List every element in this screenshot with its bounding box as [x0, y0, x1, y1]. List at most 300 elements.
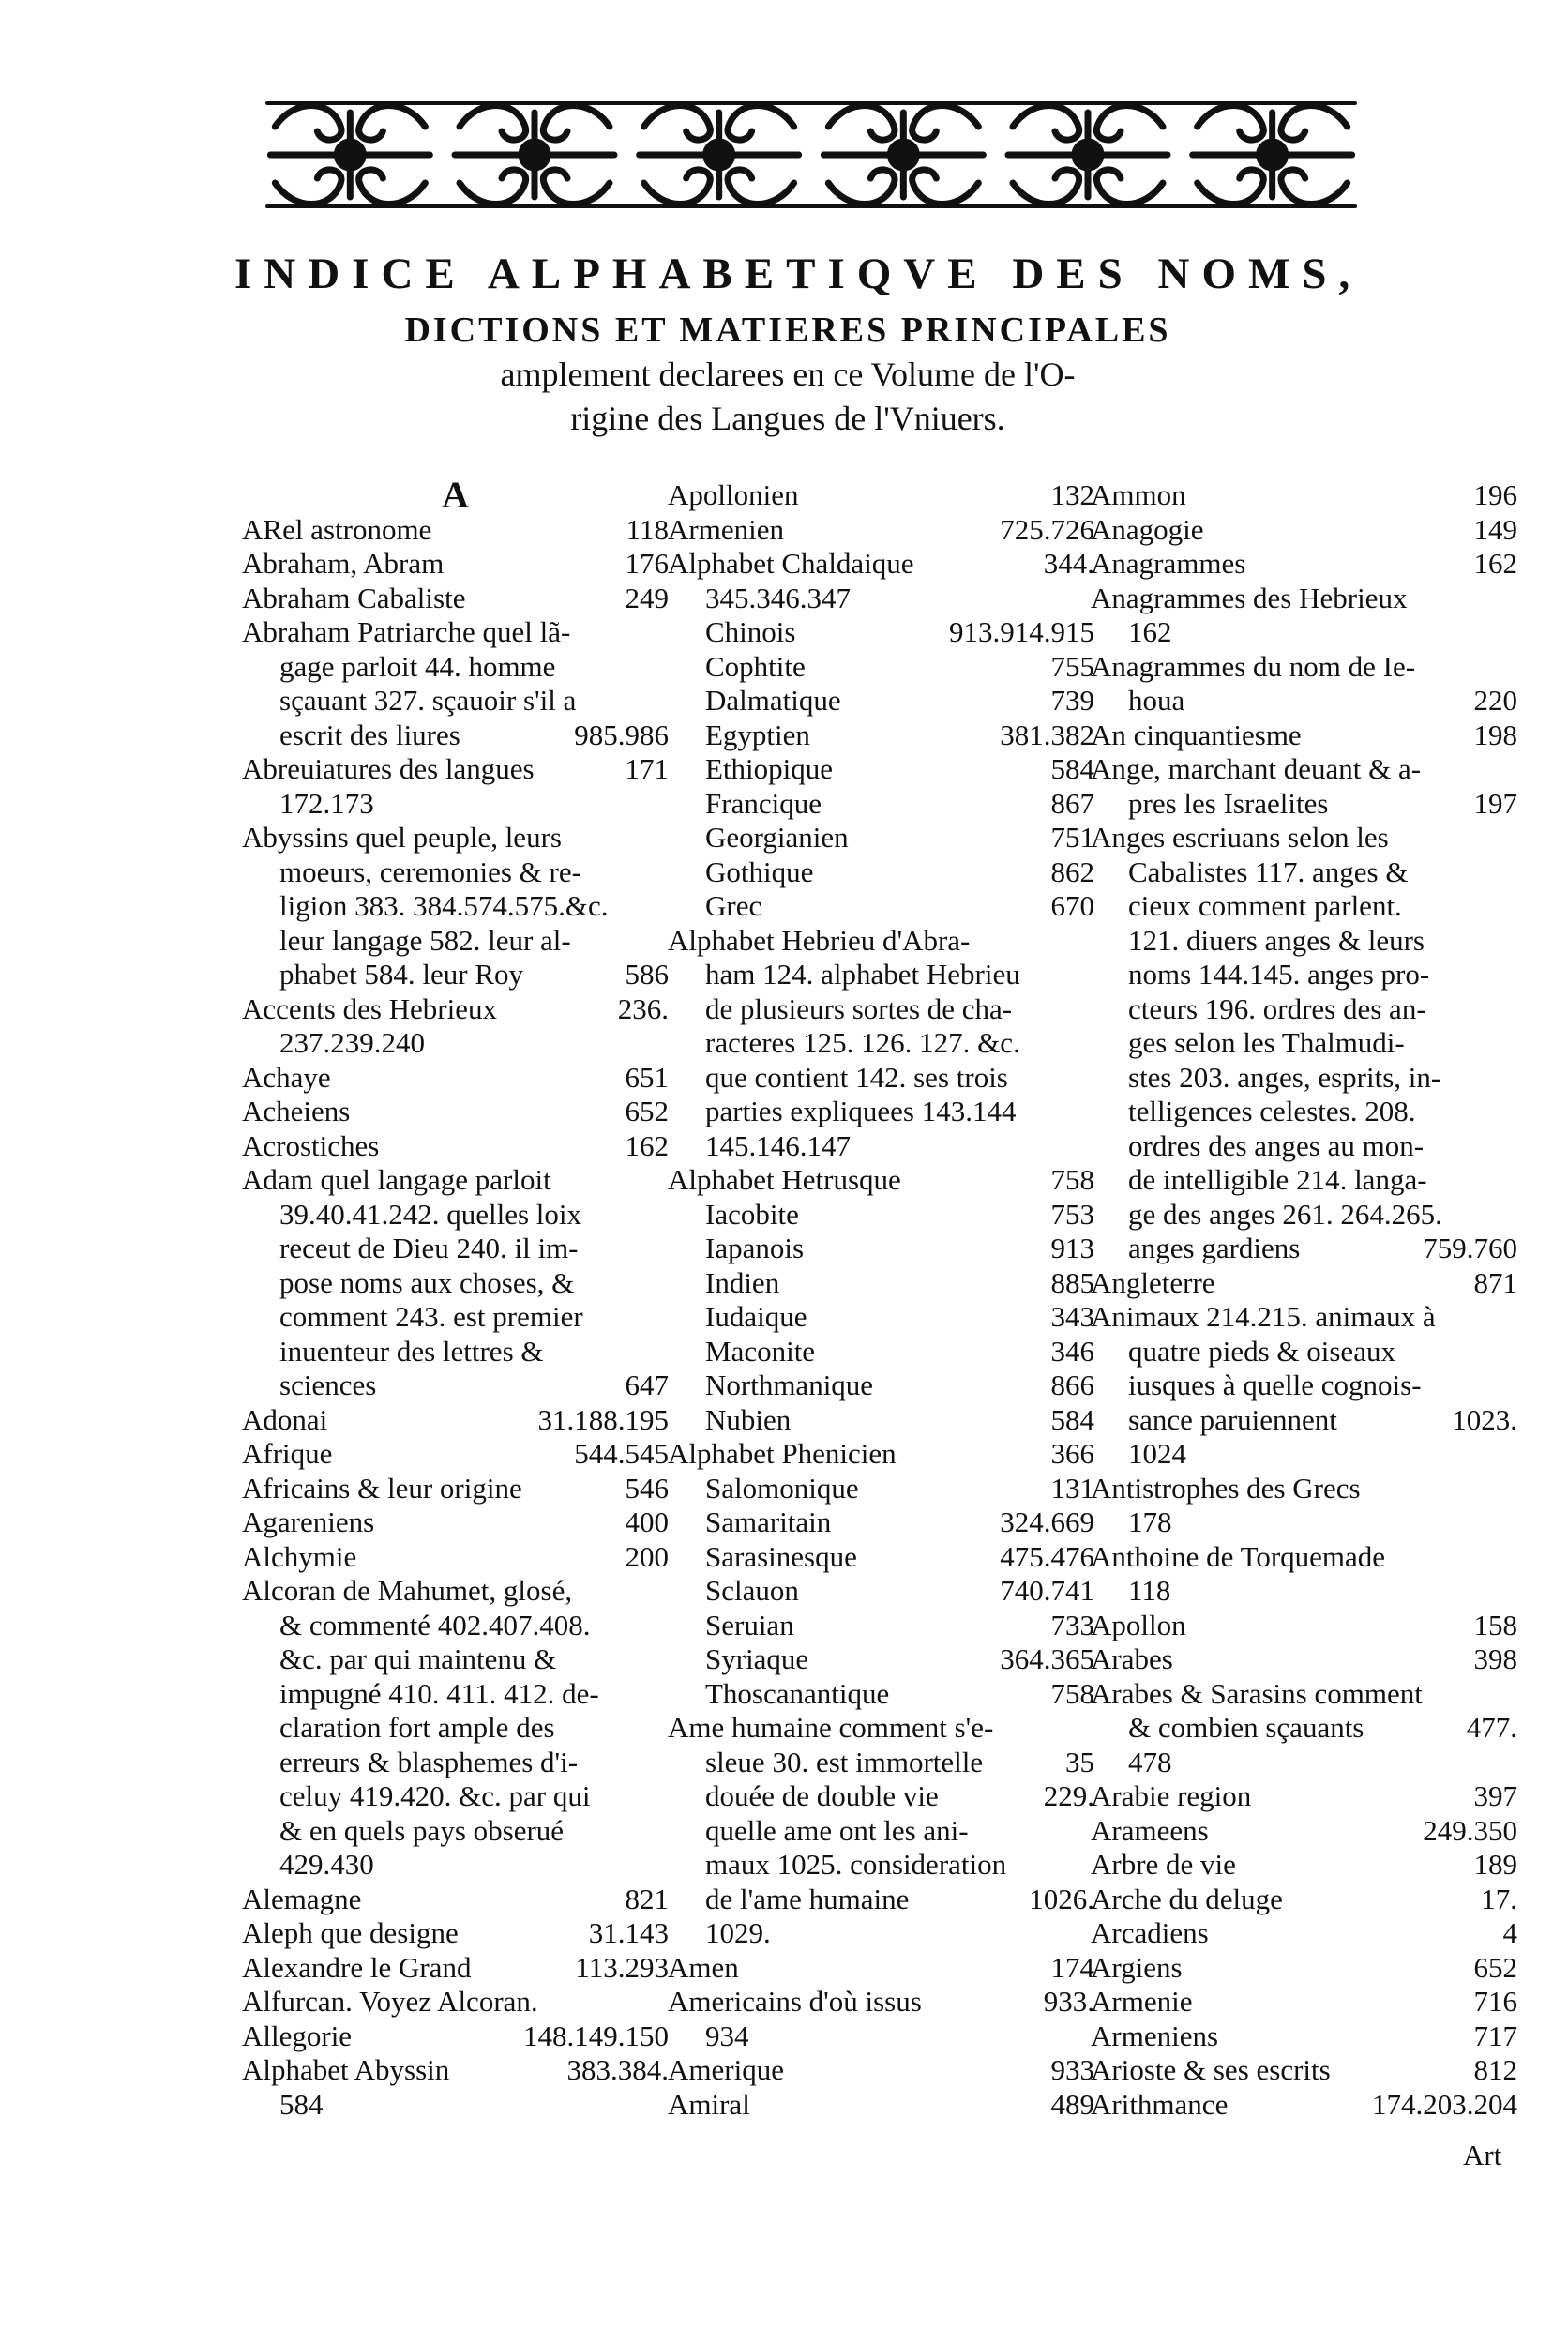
- entry-page-refs: 200: [625, 1539, 669, 1573]
- index-entry-continuation: [242, 1746, 669, 1780]
- index-entry: [1091, 1677, 1517, 1712]
- entry-term: 172.173: [279, 786, 374, 820]
- entry-term: & en quels pays obserué: [279, 1813, 565, 1847]
- entry-page-refs: 586: [625, 958, 669, 991]
- entry-page-refs: 725.726: [1000, 512, 1094, 546]
- index-entry: [668, 547, 1094, 582]
- index-entry: [668, 1711, 1094, 1746]
- index-entry: [242, 1129, 669, 1164]
- entry-page-refs: 176: [625, 547, 669, 580]
- entry-term: ges selon les Thalmudi-: [1128, 1026, 1405, 1059]
- entry-term: 145.146.147: [705, 1128, 851, 1162]
- entry-term: 584: [279, 2087, 324, 2121]
- index-entry: [1091, 1779, 1517, 1814]
- index-entry-continuation: [668, 1061, 1094, 1096]
- entry-term: Arabie region: [1091, 1779, 1252, 1812]
- index-entry-continuation: [1091, 1746, 1517, 1780]
- entry-term: Alexandre le Grand: [242, 1950, 472, 1984]
- entry-page-refs: 913: [1050, 1232, 1094, 1264]
- entry-term: Amiral: [668, 2087, 750, 2121]
- index-entry-continuation: [1091, 1335, 1517, 1369]
- entry-term: Alcoran de Mahumet, glosé,: [242, 1574, 573, 1607]
- entry-term: 478: [1128, 1745, 1172, 1778]
- entry-term: Arabes: [1091, 1642, 1173, 1675]
- entry-term: Ame humaine comment s'e-: [668, 1711, 994, 1744]
- entry-page-refs: 647: [625, 1369, 669, 1401]
- index-entry: [242, 513, 669, 548]
- index-column-1: [242, 474, 669, 2122]
- entry-page-refs: 171: [625, 752, 669, 785]
- index-entry: [1091, 650, 1517, 685]
- entry-term: celuy 419.420. &c. par qui: [279, 1779, 591, 1812]
- entry-term: Armeniens: [1091, 2019, 1219, 2052]
- entry-term: Georgianien: [705, 821, 849, 854]
- index-entry-continuation: [668, 855, 1094, 890]
- index-entry: [242, 1883, 669, 1917]
- entry-page-refs: 933: [1050, 2053, 1094, 2086]
- entry-term: comment 243. est premier: [279, 1300, 583, 1333]
- index-entry: [1091, 752, 1517, 787]
- entry-term: Arithmance: [1091, 2087, 1229, 2121]
- entry-page-refs: 220: [1473, 684, 1517, 717]
- index-entry: [1091, 1848, 1517, 1883]
- entry-page-refs: 716: [1473, 1985, 1517, 2018]
- index-entry: [1091, 1300, 1517, 1335]
- index-entry-continuation: [242, 924, 669, 959]
- index-entry-continuation: [668, 1609, 1094, 1643]
- entry-page-refs: 717: [1473, 2019, 1517, 2052]
- index-entry-continuation: [242, 1026, 669, 1061]
- entry-term: ham 124. alphabet Hebrieu: [705, 958, 1020, 991]
- entry-page-refs: 759.760: [1423, 1232, 1517, 1264]
- entry-term: Apollonien: [668, 478, 799, 511]
- index-entry-continuation: [1091, 855, 1517, 890]
- index-entry-continuation: [1091, 889, 1517, 924]
- index-entry-continuation: [668, 1746, 1094, 1780]
- entry-term: que contient 142. ses trois: [705, 1060, 1008, 1094]
- index-entry: [242, 821, 669, 855]
- entry-term: & commenté 402.407.408.: [279, 1608, 591, 1642]
- entry-term: Anagogie: [1091, 512, 1204, 546]
- index-entry: [1091, 1916, 1517, 1951]
- entry-page-refs: 652: [1473, 1950, 1517, 1984]
- entry-term: Ethiopique: [705, 752, 834, 785]
- entry-page-refs: 162: [625, 1128, 669, 1162]
- index-entry-continuation: [668, 1335, 1094, 1369]
- entry-term: Adonai: [242, 1402, 328, 1436]
- index-entry: [242, 1951, 669, 1986]
- entry-page-refs: 758: [1050, 1163, 1094, 1196]
- index-entry: [1091, 2088, 1517, 2123]
- index-entry: [242, 615, 669, 650]
- entry-page-refs: 670: [1050, 889, 1094, 922]
- entry-term: Aleph que designe: [242, 1916, 459, 1949]
- entry-page-refs: 753: [1050, 1197, 1094, 1231]
- entry-term: Gothique: [705, 855, 814, 888]
- index-title: INDICE ALPHABETIQVE DES NOMS,: [234, 250, 1363, 298]
- entry-term: iusques à quelle cognois-: [1128, 1369, 1422, 1401]
- index-entry: [668, 2088, 1094, 2123]
- entry-page-refs: 933.: [1043, 1985, 1094, 2018]
- index-entry: [242, 547, 669, 582]
- ornament-motif: [1193, 106, 1352, 204]
- index-entry-continuation: [668, 1129, 1094, 1164]
- index-entry-continuation: [668, 1883, 1094, 1917]
- index-entry-continuation: [1091, 684, 1517, 719]
- entry-page-refs: 1023.: [1452, 1402, 1517, 1436]
- index-entry: [242, 1472, 669, 1506]
- entry-page-refs: 249.350: [1423, 1813, 1517, 1847]
- index-entry: [1091, 2053, 1517, 2088]
- index-entry-continuation: [668, 1472, 1094, 1506]
- index-entry: [668, 478, 1094, 513]
- entry-term: Amen: [668, 1950, 739, 1984]
- entry-page-refs: 113.293: [575, 1950, 669, 1984]
- entry-term: moeurs, ceremonies & re-: [279, 855, 581, 888]
- entry-page-refs: 174: [1050, 1950, 1094, 1984]
- entry-term: Achaye: [242, 1060, 331, 1094]
- entry-term: Arcadiens: [1091, 1916, 1209, 1949]
- entry-term: impugné 410. 411. 412. de-: [279, 1676, 599, 1710]
- entry-term: Samaritain: [705, 1505, 832, 1538]
- entry-term: Acrostiches: [242, 1128, 380, 1162]
- entry-page-refs: 383.384.: [566, 2053, 669, 2086]
- index-entry-continuation: [668, 2020, 1094, 2054]
- index-entry-continuation: [1091, 1026, 1517, 1061]
- index-entry-continuation: [668, 582, 1094, 616]
- entry-term: Angleterre: [1091, 1265, 1215, 1299]
- entry-term: 1024: [1128, 1437, 1186, 1470]
- index-entry: [1091, 2020, 1517, 2054]
- entry-page-refs: 733: [1050, 1608, 1094, 1642]
- entry-page-refs: 867: [1050, 786, 1094, 820]
- entry-page-refs: 197: [1473, 786, 1517, 820]
- index-entry: [668, 1437, 1094, 1472]
- index-entry-continuation: [668, 1779, 1094, 1814]
- index-entry: [668, 513, 1094, 548]
- entry-page-refs: 651: [625, 1060, 669, 1094]
- entry-term: Alemagne: [242, 1882, 362, 1915]
- index-entry: [242, 1163, 669, 1198]
- entry-page-refs: 249: [625, 581, 669, 614]
- ornament-motif: [1008, 106, 1168, 204]
- entry-term: claration fort ample des: [279, 1711, 555, 1744]
- entry-term: Americains d'où issus: [668, 1985, 922, 2018]
- entry-page-refs: 346: [1050, 1334, 1094, 1368]
- entry-term: 118: [1128, 1574, 1171, 1607]
- entry-term: 237.239.240: [279, 1026, 425, 1059]
- entry-term: Sarasinesque: [705, 1539, 857, 1573]
- entry-term: Arioste & ses escrits: [1091, 2053, 1331, 2086]
- entry-page-refs: 158: [1473, 1608, 1517, 1642]
- entry-page-refs: 35: [1065, 1745, 1094, 1778]
- index-entry-continuation: [668, 992, 1094, 1027]
- index-entry-continuation: [1091, 1403, 1517, 1438]
- index-entry-continuation: [668, 1198, 1094, 1233]
- index-entry: [242, 992, 669, 1027]
- entry-term: Abyssins quel peuple, leurs: [242, 821, 562, 854]
- entry-page-refs: 397: [1473, 1779, 1517, 1812]
- entry-term: Egyptien: [705, 718, 810, 751]
- index-entry-continuation: [1091, 1711, 1517, 1746]
- entry-term: Ange, marchant deuant & a-: [1091, 752, 1422, 785]
- index-entry: [242, 1540, 669, 1575]
- entry-page-refs: 913.914.915: [949, 615, 1094, 648]
- entry-page-refs: 118: [626, 512, 669, 546]
- entry-term: escrit des liures: [279, 718, 460, 751]
- entry-term: quelle ame ont les ani-: [705, 1813, 969, 1847]
- entry-term: parties expliquees 143.144: [705, 1095, 1017, 1127]
- index-entry-continuation: [668, 1232, 1094, 1266]
- entry-page-refs: 477.: [1466, 1711, 1517, 1744]
- entry-term: Animaux 214.215. animaux à: [1091, 1300, 1436, 1333]
- entry-page-refs: 344.: [1043, 547, 1094, 580]
- entry-term: sçauant 327. sçauoir s'il a: [279, 684, 577, 717]
- index-entry: [1091, 1609, 1517, 1643]
- index-entry-continuation: [242, 1642, 669, 1677]
- index-entry: [242, 2053, 669, 2088]
- entry-term: Anges escriuans selon les: [1091, 821, 1389, 854]
- entry-term: Indien: [705, 1265, 780, 1299]
- entry-page-refs: 189: [1473, 1848, 1517, 1881]
- index-entry: [1091, 1540, 1517, 1575]
- entry-term: 39.40.41.242. quelles loix: [279, 1197, 582, 1231]
- index-entry: [668, 2053, 1094, 2088]
- entry-page-refs: 196: [1473, 478, 1517, 511]
- index-entry: [242, 1985, 669, 2020]
- entry-term: An cinquantiesme: [1091, 718, 1302, 751]
- index-entry-continuation: [242, 684, 669, 719]
- entry-term: Alchymie: [242, 1539, 357, 1573]
- index-entry-continuation: [668, 684, 1094, 719]
- entry-term: Arameens: [1091, 1813, 1209, 1847]
- index-column-2: [668, 478, 1094, 2122]
- entry-term: Abreuiatures des langues: [242, 752, 535, 785]
- index-entry-continuation: [668, 1814, 1094, 1849]
- entry-term: leur langage 582. leur al-: [279, 923, 571, 957]
- entry-term: houa: [1128, 684, 1185, 717]
- index-entry-continuation: [242, 1609, 669, 1643]
- entry-term: receut de Dieu 240. il im-: [279, 1232, 579, 1264]
- entry-term: pose noms aux choses, &: [279, 1265, 575, 1299]
- index-entry: [668, 1985, 1094, 2020]
- entry-term: Allegorie: [242, 2019, 353, 2052]
- index-entry: [1091, 719, 1517, 753]
- entry-term: Abraham Patriarche quel lã-: [242, 615, 571, 648]
- index-entry: [1091, 478, 1517, 513]
- entry-term: Iacobite: [705, 1197, 799, 1231]
- index-entry-continuation: [242, 1198, 669, 1233]
- entry-term: Anagrammes: [1091, 547, 1246, 580]
- entry-term: Grec: [705, 889, 762, 922]
- entry-term: & combien sçauants: [1128, 1711, 1364, 1744]
- entry-term: sance paruiennent: [1128, 1402, 1337, 1436]
- entry-page-refs: 149: [1473, 512, 1517, 546]
- entry-page-refs: 758: [1050, 1676, 1094, 1710]
- entry-page-refs: 381.382: [1000, 718, 1094, 751]
- ornament-motif: [270, 106, 430, 204]
- entry-page-refs: 174.203.204: [1372, 2087, 1517, 2121]
- entry-term: Arabes & Sarasins comment: [1091, 1676, 1423, 1710]
- entry-term: Afrique: [242, 1437, 333, 1470]
- entry-page-refs: 739: [1050, 684, 1094, 717]
- entry-page-refs: 148.149.150: [523, 2019, 669, 2052]
- entry-page-refs: 17.: [1481, 1882, 1517, 1915]
- entry-term: telligences celestes. 208.: [1128, 1095, 1416, 1127]
- entry-page-refs: 885: [1050, 1265, 1094, 1299]
- entry-page-refs: 131: [1050, 1471, 1094, 1505]
- entry-term: sleue 30. est immortelle: [705, 1745, 984, 1778]
- entry-term: 1029.: [705, 1916, 771, 1949]
- index-entry: [1091, 821, 1517, 855]
- entry-term: ARel astronome: [242, 512, 432, 546]
- entry-page-refs: 544.545: [574, 1437, 669, 1470]
- ornamental-header-band: [258, 84, 1364, 225]
- entry-term: Chinois: [705, 615, 796, 648]
- entry-term: phabet 584. leur Roy: [279, 958, 524, 991]
- entry-term: noms 144.145. anges pro-: [1128, 958, 1430, 991]
- index-entry-continuation: [1091, 992, 1517, 1027]
- entry-term: Abraham, Abram: [242, 547, 445, 580]
- entry-term: anges gardiens: [1128, 1232, 1301, 1264]
- index-entry: [242, 1574, 669, 1609]
- entry-page-refs: 31.143: [588, 1916, 669, 1949]
- index-entry: [1091, 1951, 1517, 1986]
- entry-term: quatre pieds & oiseaux: [1128, 1334, 1395, 1368]
- entry-term: Abraham Cabaliste: [242, 581, 466, 614]
- index-entry-continuation: [242, 787, 669, 822]
- entry-page-refs: 366: [1050, 1437, 1094, 1470]
- index-entry: [242, 1061, 669, 1096]
- index-entry-continuation: [1091, 924, 1517, 959]
- entry-term: Argiens: [1091, 1950, 1183, 1984]
- index-entry-continuation: [668, 1540, 1094, 1575]
- entry-term: Anagrammes du nom de Ie-: [1091, 649, 1416, 683]
- index-entry-continuation: [668, 1266, 1094, 1301]
- entry-term: Africains & leur origine: [242, 1471, 522, 1505]
- entry-term: de intelligible 214. langa-: [1128, 1163, 1427, 1196]
- index-entry-continuation: [668, 1300, 1094, 1335]
- entry-term: ordres des anges au mon-: [1128, 1128, 1425, 1162]
- index-entry-continuation: [668, 1026, 1094, 1061]
- index-entry-continuation: [668, 1642, 1094, 1677]
- entry-page-refs: 812: [1473, 2053, 1517, 2086]
- entry-page-refs: 755: [1050, 649, 1094, 683]
- index-entry-continuation: [1091, 1198, 1517, 1233]
- index-entry: [242, 752, 669, 787]
- entry-page-refs: 740.741: [1000, 1574, 1094, 1607]
- index-entry-continuation: [1091, 1574, 1517, 1609]
- entry-page-refs: 343: [1050, 1300, 1094, 1333]
- index-entry: [1091, 1883, 1517, 1917]
- index-entry-continuation: [668, 787, 1094, 822]
- entry-term: Anthoine de Torquemade: [1091, 1539, 1386, 1573]
- index-entry-continuation: [668, 1095, 1094, 1129]
- entry-term: Francique: [705, 786, 822, 820]
- entry-term: sciences: [279, 1369, 377, 1401]
- index-entry-continuation: [242, 650, 669, 685]
- index-entry: [1091, 547, 1517, 582]
- index-entry: [668, 1951, 1094, 1986]
- index-entry: [242, 1403, 669, 1438]
- entry-term: Ammon: [1091, 478, 1186, 511]
- entry-page-refs: 866: [1050, 1369, 1094, 1401]
- catchword: Art: [1463, 2139, 1502, 2171]
- index-entry-continuation: [668, 1369, 1094, 1403]
- entry-term: erreurs & blasphemes d'i-: [279, 1745, 579, 1778]
- entry-page-refs: 652: [625, 1095, 669, 1127]
- index-entry-continuation: [242, 1232, 669, 1266]
- index-entry: [242, 1437, 669, 1472]
- entry-page-refs: 229.: [1043, 1779, 1094, 1812]
- entry-term: Seruian: [705, 1608, 794, 1642]
- entry-page-refs: 4: [1502, 1916, 1517, 1949]
- entry-term: Thoscanantique: [705, 1676, 890, 1710]
- entry-page-refs: 398: [1473, 1642, 1517, 1675]
- index-entry: [1091, 1985, 1517, 2020]
- index-entry: [1091, 582, 1517, 616]
- entry-term: Armenien: [668, 512, 784, 546]
- index-entry-continuation: [668, 719, 1094, 753]
- entry-page-refs: 324.669: [1000, 1505, 1094, 1538]
- index-entry-continuation: [1091, 958, 1517, 992]
- index-entry-continuation: [242, 1369, 669, 1403]
- entry-term: Nubien: [705, 1402, 792, 1436]
- index-entry: [1091, 1472, 1517, 1506]
- index-entry-continuation: [668, 821, 1094, 855]
- entry-term: 934: [705, 2019, 749, 2052]
- entry-term: Acheiens: [242, 1095, 351, 1127]
- entry-term: Alfurcan. Voyez Alcoran.: [242, 1985, 538, 2018]
- ornament-motif: [640, 106, 799, 204]
- index-entry-continuation: [242, 1814, 669, 1849]
- index-entry-continuation: [242, 719, 669, 753]
- index-entry-continuation: [242, 1266, 669, 1301]
- entry-term: Cophtite: [705, 649, 806, 683]
- entry-term: 345.346.347: [705, 581, 851, 614]
- index-entry-continuation: [242, 958, 669, 992]
- entry-page-refs: 546: [625, 1471, 669, 1505]
- entry-term: Iudaique: [705, 1300, 807, 1333]
- entry-term: Alphabet Hebrieu d'Abra-: [668, 923, 971, 957]
- index-entry-continuation: [668, 1848, 1094, 1883]
- index-column-3: [1091, 478, 1517, 2122]
- entry-term: Apollon: [1091, 1608, 1186, 1642]
- entry-page-refs: 1026.: [1029, 1882, 1094, 1915]
- entry-term: Armenie: [1091, 1985, 1193, 2018]
- index-entry-continuation: [668, 958, 1094, 992]
- index-entry-continuation: [1091, 615, 1517, 650]
- entry-page-refs: 364.365: [1000, 1642, 1094, 1675]
- index-entry-continuation: [242, 1779, 669, 1814]
- index-entry-continuation: [668, 615, 1094, 650]
- entry-page-refs: 985.986: [574, 718, 669, 751]
- index-entry-continuation: [1091, 1232, 1517, 1266]
- index-entry-continuation: [668, 1574, 1094, 1609]
- entry-term: Syriaque: [705, 1642, 809, 1675]
- index-subtitle-line4: rigine des Langues de l'Vniuers.: [570, 400, 1005, 437]
- entry-term: Maconite: [705, 1334, 816, 1368]
- entry-term: Anagrammes des Hebrieux: [1091, 581, 1408, 614]
- entry-page-refs: 871: [1473, 1265, 1517, 1299]
- index-entry-continuation: [1091, 1061, 1517, 1096]
- entry-term: cteurs 196. ordres des an-: [1128, 991, 1426, 1025]
- entry-term: gage parloit 44. homme: [279, 649, 556, 683]
- index-entry-continuation: [1091, 787, 1517, 822]
- index-entry: [242, 582, 669, 616]
- index-entry-continuation: [668, 1403, 1094, 1438]
- entry-term: Adam quel langage parloit: [242, 1163, 551, 1196]
